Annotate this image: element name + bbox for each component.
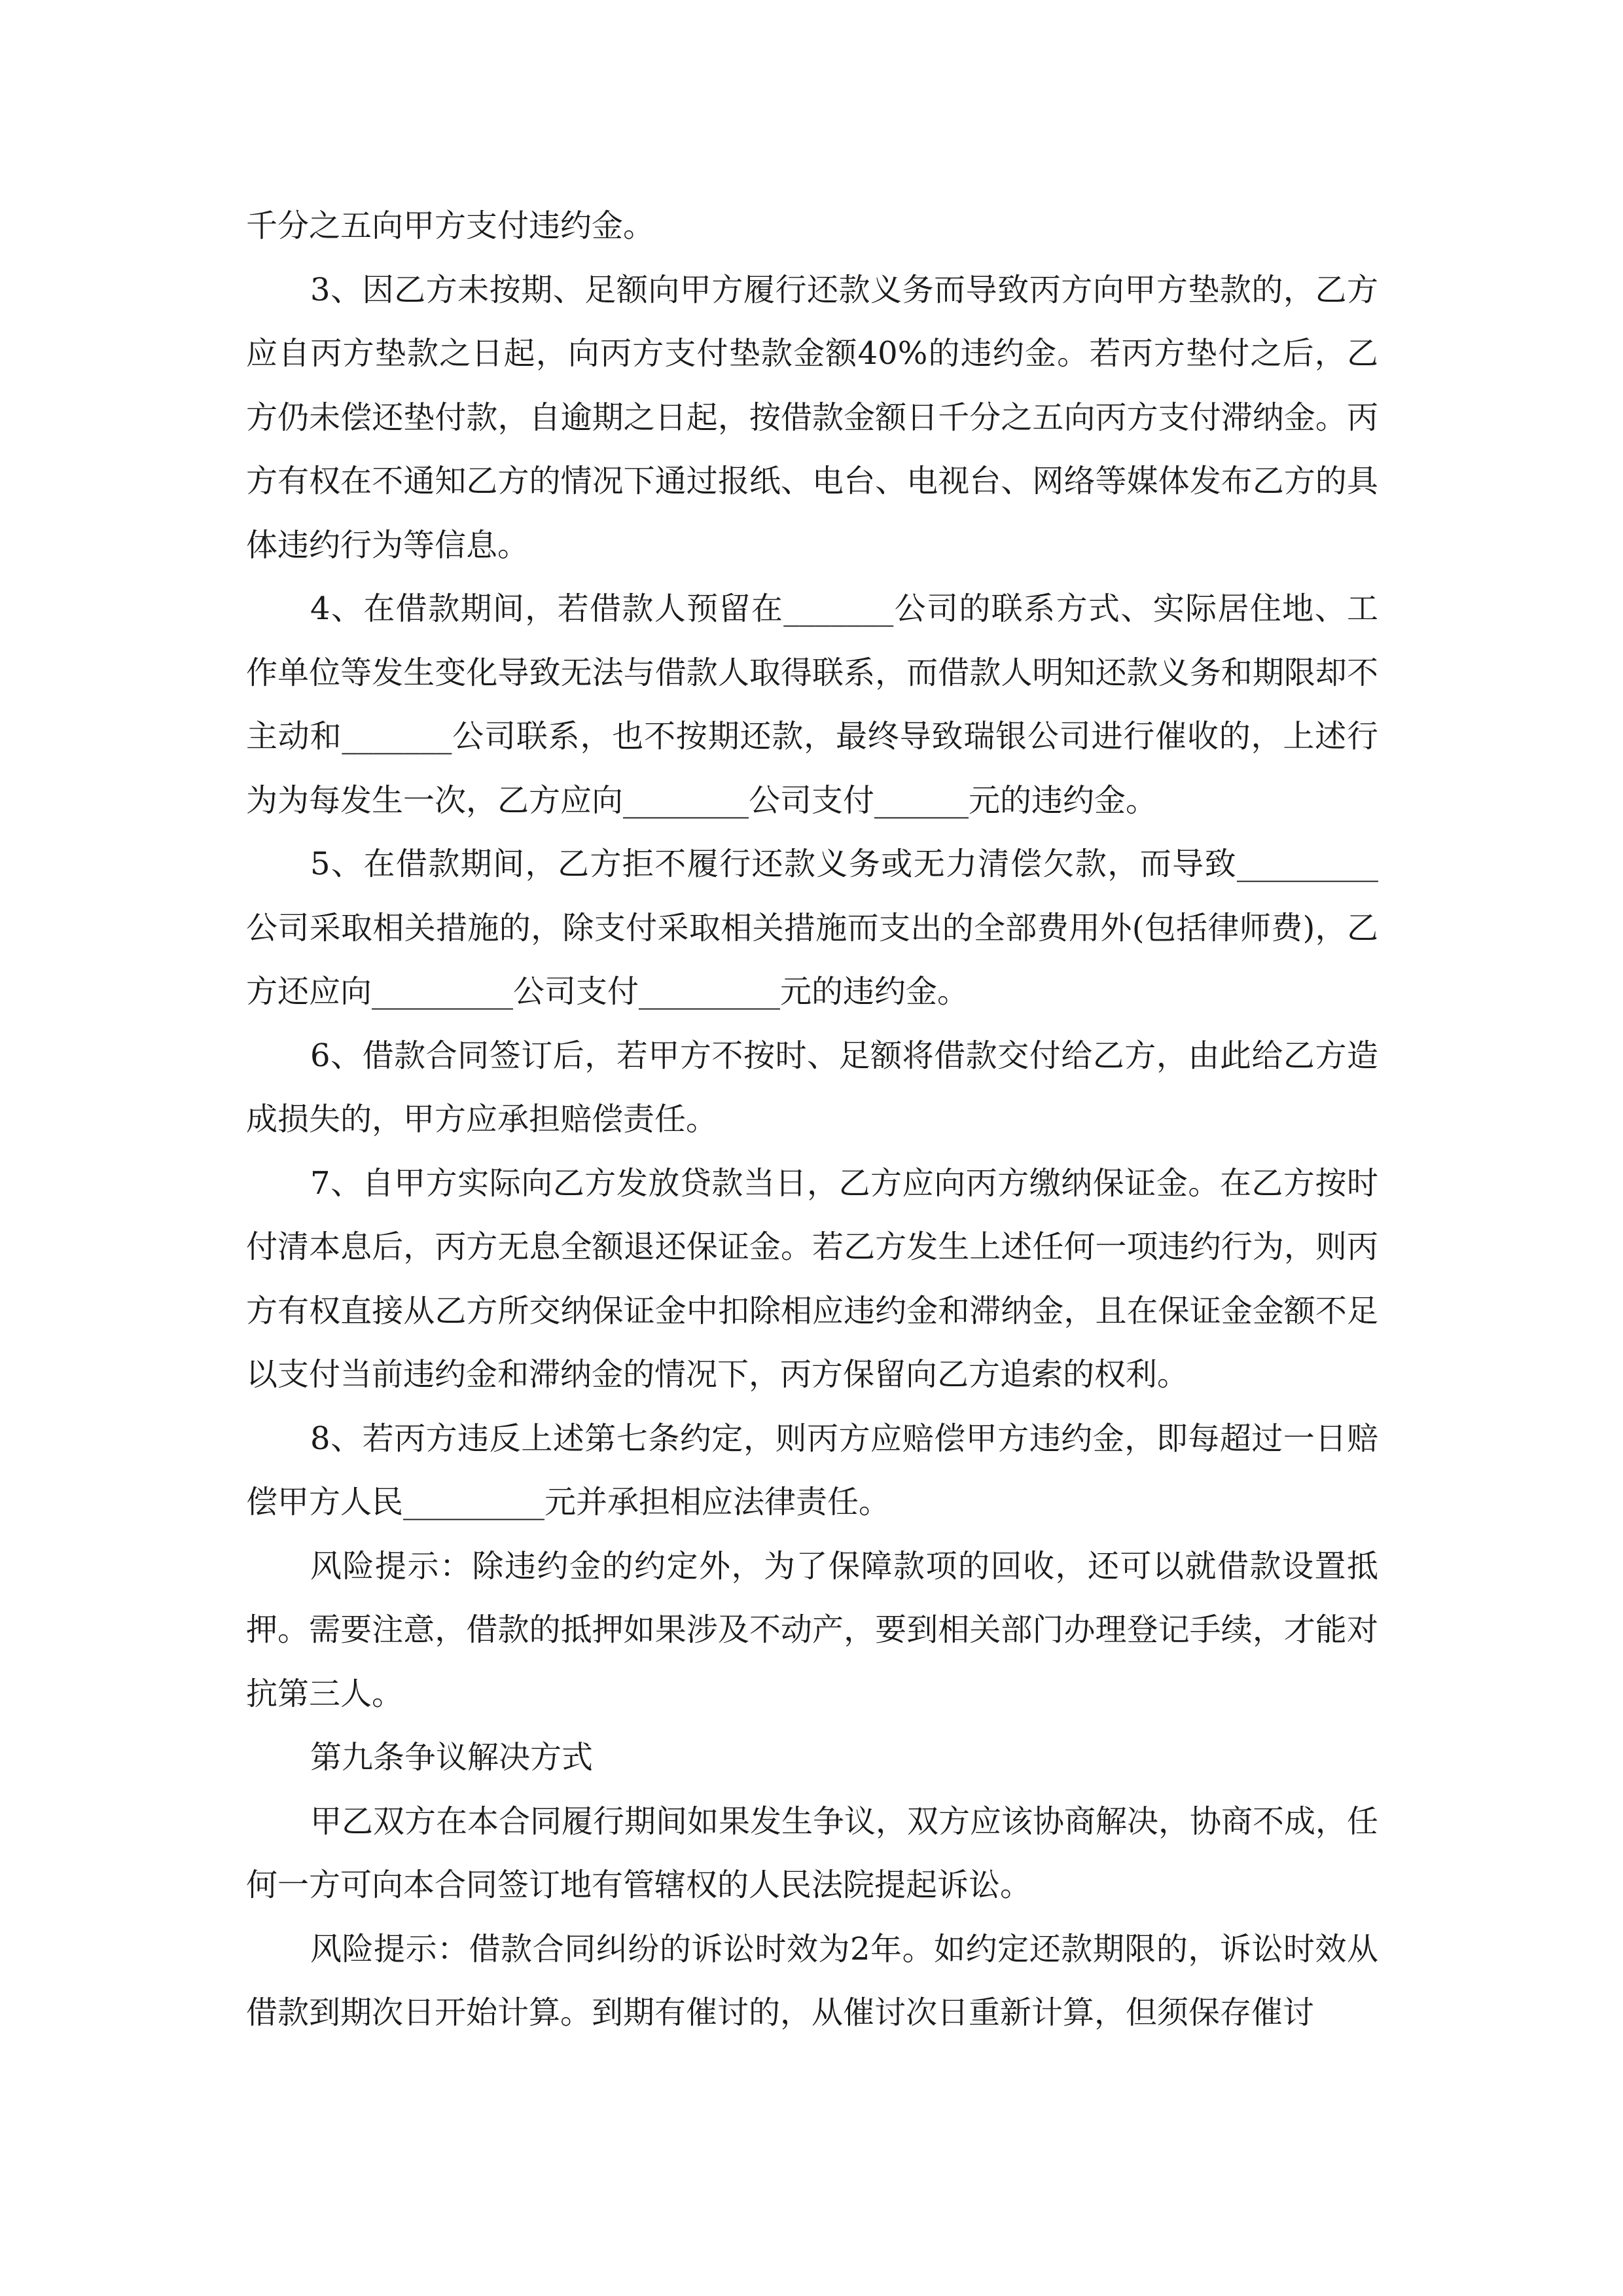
- paragraph-risk-note-1: 风险提示：除违约金的约定外，为了保障款项的回收，还可以就借款设置抵押。需要注意，借款的抵押如果涉及不动产，要到相关部门办理登记手续，才能对抗第三人。: [246, 1547, 1378, 1712]
- paragraph-continuation: 千分之五向甲方支付违约金。: [246, 207, 655, 244]
- paragraph-dispute-resolution: 甲乙双方在本合同履行期间如果发生争议，双方应该协商解决，协商不成，任何一方可向本合同签订地有管辖权的人民法院提起诉讼。: [246, 1803, 1379, 1903]
- paragraph-clause-8: 8、若丙方违反上述第七条约定，则丙方应赔偿甲方违约金，即每超过一日赔偿甲方人民_________元并承担相应法律责任。: [246, 1420, 1378, 1520]
- paragraph-risk-note-2: 风险提示：借款合同纠纷的诉讼时效为2年。如约定还款期限的，诉讼时效从借款到期次日开始计算。到期有催讨的，从催讨次日重新计算，但须保存催讨: [246, 1930, 1378, 2031]
- paragraph-clause-3: 3、因乙方未按期、足额向甲方履行还款义务而导致丙方向甲方垫款的，乙方应自丙方垫款之日起，向丙方支付垫款金额40%的违约金。若丙方垫付之后，乙方仍未偿还垫付款，自逾期之日起，按借款金额日千分之五向丙方支付滞纳金。丙方有权在不通知乙方的情况下通过报纸、电台、电视台、网络等媒体发布乙方的具体违约行为等信息。: [246, 271, 1378, 564]
- paragraph-clause-5: 5、在借款期间，乙方拒不履行还款义务或无力清偿欠款，而导致_________公司采取相关措施的，除支付采取相关措施而支出的全部费用外(包括律师费)，乙方还应向_________公司支付_________元的违约金。: [246, 846, 1378, 1010]
- paragraph-clause-7: 7、自甲方实际向乙方发放贷款当日，乙方应向丙方缴纳保证金。在乙方按时付清本息后，丙方无息全额退还保证金。若乙方发生上述任何一项违约行为，则丙方有权直接从乙方所交纳保证金中扣除相应违约金和滞纳金，且在保证金金额不足以支付当前违约金和滞纳金的情况下，丙方保留向乙方追索的权利。: [246, 1164, 1378, 1393]
- section-heading-article-9: 第九条争议解决方式: [310, 1739, 594, 1776]
- paragraph-clause-6: 6、借款合同签订后，若甲方不按时、足额将借款交付给乙方，由此给乙方造成损失的，甲方应承担赔偿责任。: [246, 1037, 1378, 1138]
- paragraph-clause-4: 4、在借款期间，若借款人预留在_______公司的联系方式、实际居住地、工作单位等发生变化导致无法与借款人取得联系，而借款人明知还款义务和期限却不主动和_______公司联系，也不按期还款，最终导致瑞银公司进行催收的，上述行为为每发生一次，乙方应向________公司支付______元的违约金。: [246, 590, 1378, 819]
- document-body: [246, 194, 1378, 2045]
